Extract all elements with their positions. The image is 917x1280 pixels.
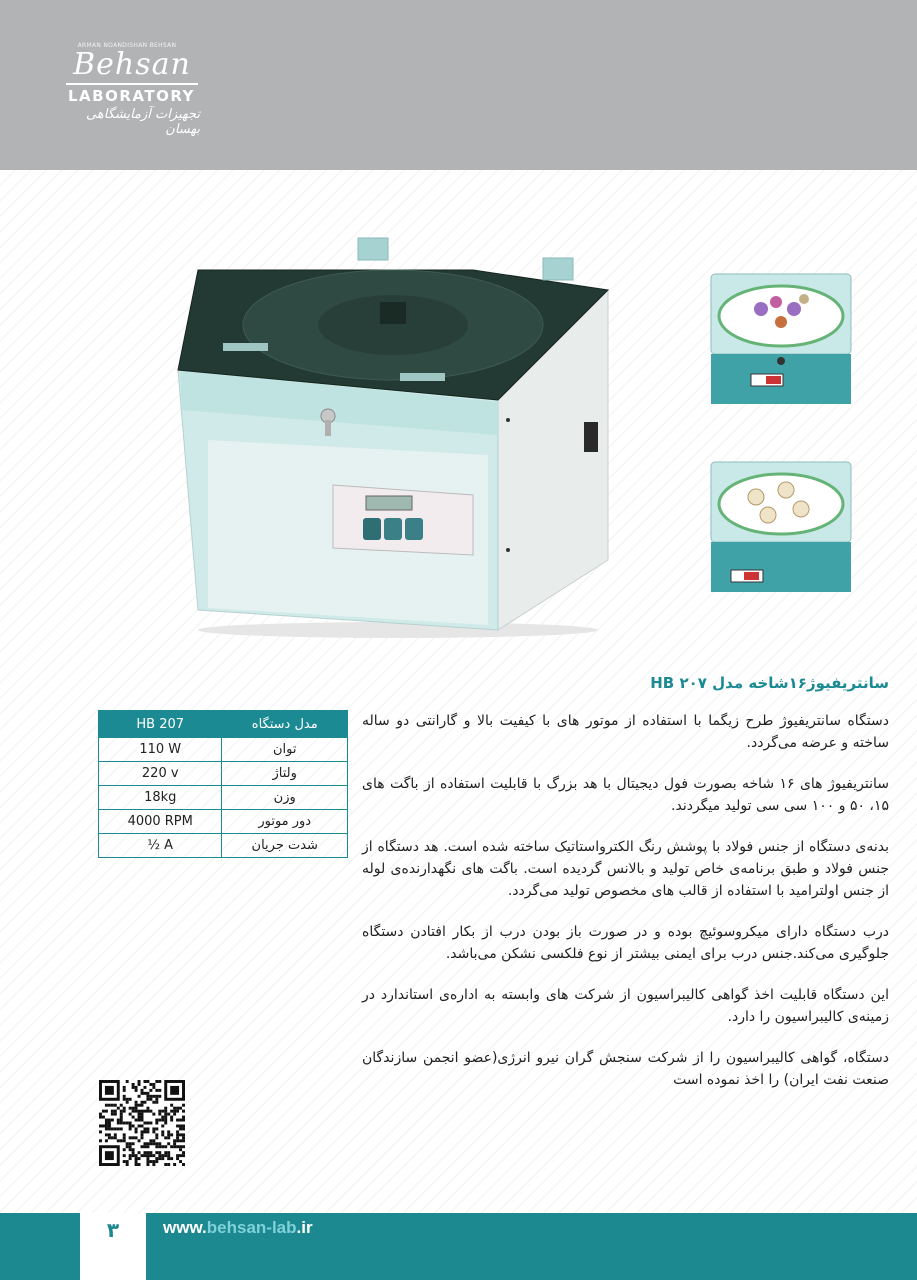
product-title: سانتریفیوژ۱۶شاخه مدل HB ۲۰۷ <box>650 674 889 692</box>
spec-value: 4000 RPM <box>99 810 222 834</box>
spec-row <box>99 711 348 738</box>
spec-row <box>99 762 348 786</box>
page-number: ۳ <box>106 1218 120 1242</box>
centrifuge-main-image <box>168 230 618 650</box>
product-description <box>362 710 889 1110</box>
spec-label: توان <box>222 738 348 762</box>
website-link[interactable] <box>163 1218 313 1238</box>
logo-persian-name: تجهیزات آزمایشگاهی بهسان <box>86 107 200 137</box>
control-panel <box>333 485 473 555</box>
description-paragraph: درب دستگاه دارای میکروسوئیچ بوده و در صورت باز بودن درب از بکار افتادن دستگاه جلوگیری می‌کند.جنس درب برای ایمنی بیشتر از نوع فلکسی نشکن می‌باشد. <box>362 924 889 962</box>
spec-row <box>99 738 348 762</box>
spec-value: ½ A <box>99 834 222 858</box>
description-paragraph: دستگاه، گواهی کالیبراسیون را از شرکت سنجش گران نیرو انرژی(عضو انجمن سازندگان صنعت نفت ایران) را اخذ نموده است <box>362 1050 889 1088</box>
logo-divider <box>66 83 198 85</box>
logo-brand: Behsan <box>73 47 191 82</box>
spec-label: دور موتور <box>222 810 348 834</box>
spec-value: 110 W <box>99 738 222 762</box>
description-paragraph: دستگاه سانتریفیوژ طرح زیگما با استفاده از موتور های با کیفیت بالا و گارانتی دو ساله ساخته و عرضه می‌گردد. <box>362 713 889 751</box>
logo-company-name: ARMAN NOANDISHAN BEHSAN <box>77 42 177 49</box>
spec-value: 220 v <box>99 762 222 786</box>
centrifuge-thumbnail-tubes <box>706 264 856 424</box>
page-header <box>0 0 917 170</box>
description-paragraph: این دستگاه قابلیت اخذ گواهی کالیبراسیون از شرکت های وابسته به اداره‌ی استاندارد در زمینه‌ی کالیبراسیون را دارد. <box>362 987 889 1025</box>
spec-label: مدل دستگاه <box>222 711 348 738</box>
behsan-logo <box>62 42 212 137</box>
spec-row <box>99 810 348 834</box>
spec-label: شدت جریان <box>222 834 348 858</box>
spec-row <box>99 786 348 810</box>
spec-row <box>99 834 348 858</box>
website-prefix: www. <box>163 1218 207 1237</box>
spec-value: 18kg <box>99 786 222 810</box>
spec-label: وزن <box>222 786 348 810</box>
centrifuge-thumbnail-buckets <box>706 452 856 612</box>
spec-table <box>98 710 348 858</box>
website-suffix: .ir <box>296 1218 313 1237</box>
qr-code[interactable] <box>99 1080 185 1166</box>
description-paragraph: بدنه‌ی دستگاه از جنس فولاد با پوشش رنگ الکترواستاتیک ساخته شده است. هد دستگاه از جنس فولاد و طبق برنامه‌ی خاص تولید و بالانس گردیده است. باگت های نگهدارنده‌ی لوله از جنس اولترامید با استفاده از قالب های مخصوص تولید می‌گردد. <box>362 839 889 899</box>
description-paragraph: سانتریفیوژ های ۱۶ شاخه بصورت فول دیجیتال با هد بزرگ با قابلیت استفاده از باگت های ۱۵، ۵۰ و ۱۰۰ سی سی تولید میگردند. <box>362 776 889 814</box>
logo-laboratory: LABORATORY <box>68 87 195 105</box>
spec-value: HB 207 <box>99 711 222 738</box>
spec-label: ولتاژ <box>222 762 348 786</box>
website-domain: behsan-lab <box>206 1218 297 1237</box>
